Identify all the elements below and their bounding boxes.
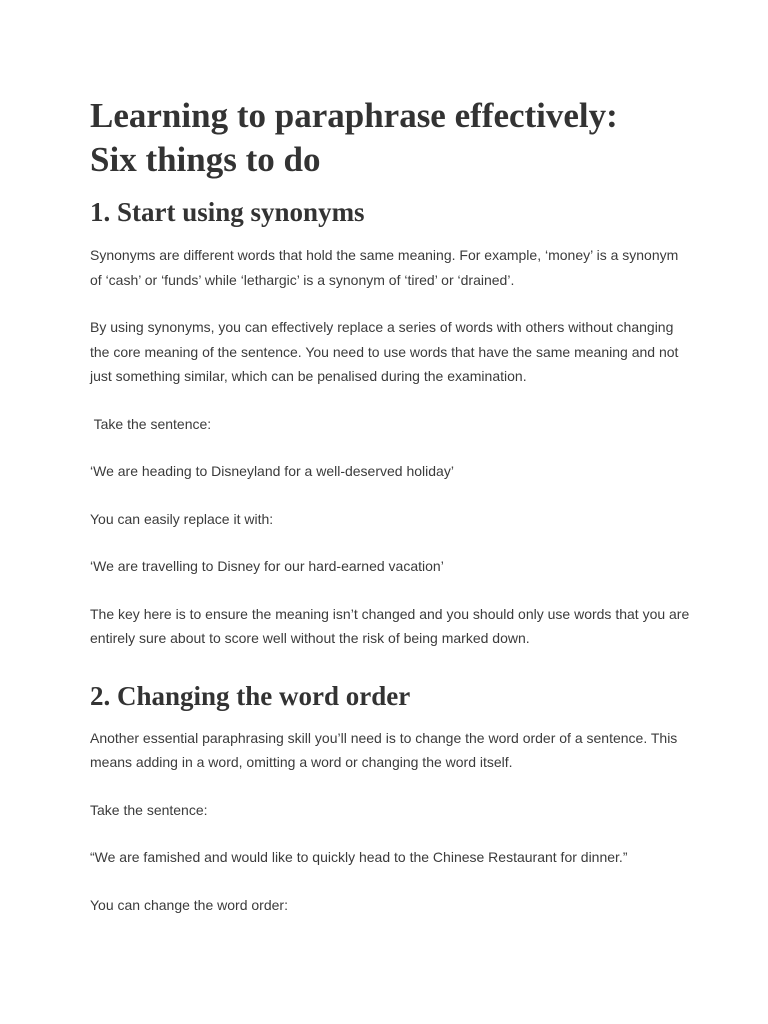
- section-1-paragraph-7: The key here is to ensure the meaning isn’t changed and you should only use words that you are entirely sure about to score well without the risk of being marked down.: [90, 605, 690, 646]
- section-1-heading: 1. Start using synonyms: [90, 197, 365, 227]
- article-title: [90, 94, 690, 182]
- section-2-paragraph-1: Another essential paraphrasing skill you’ll need is to change the word order of a sentence. This means adding in a word, omitting a word or changing the word itself.: [90, 729, 678, 770]
- section-1-paragraph-3: Take the sentence:: [90, 415, 212, 432]
- section-1-quote-1: ‘We are heading to Disneyland for a well-deserved holiday’: [90, 463, 454, 479]
- section-2-paragraph-2: Take the sentence:: [90, 801, 208, 818]
- section-2-heading: 2. Changing the word order: [90, 680, 411, 711]
- article: [90, 94, 690, 917]
- section-1-paragraph-2: By using synonyms, you can effectively replace a series of words with others without changing the core meaning of the sentence. You need to use words that have the same meaning and not just something similar, which can be penalised during the examination.: [90, 319, 679, 384]
- title-line-1: Learning to paraphrase effectively:: [90, 96, 618, 135]
- section-1-quote-2: ‘We are travelling to Disney for our hard-earned vacation’: [90, 558, 444, 574]
- section-2-paragraph-4: You can change the word order:: [90, 896, 288, 913]
- title-line-2: Six things to do: [90, 140, 321, 179]
- section-1-paragraph-5: You can easily replace it with:: [90, 510, 274, 527]
- section-2-quote-1: “We are famished and would like to quickly head to the Chinese Restaurant for dinner.”: [90, 849, 628, 865]
- section-1-paragraph-1: Synonyms are different words that hold the same meaning. For example, ‘money’ is a synonym of ‘cash’ or ‘funds’ while ‘lethargic’ is a synonym of ‘tired’ or ‘drained’.: [90, 247, 679, 288]
